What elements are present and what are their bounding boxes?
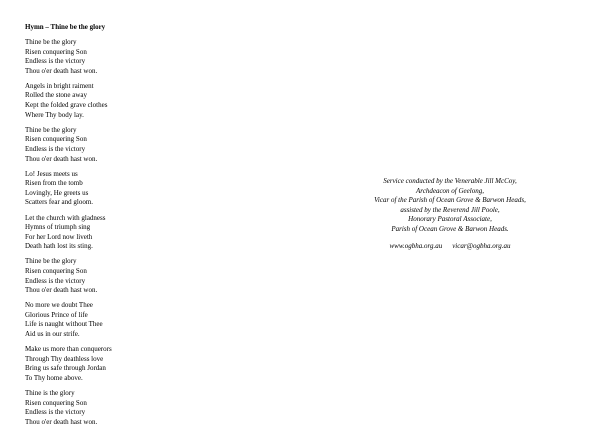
verse-line: Lo! Jesus meets us [25, 169, 78, 178]
hymn-verse-1 [25, 38, 285, 76]
verse-line: For her Lord now liveth [25, 232, 93, 241]
service-line: Vicar of the Parish of Ocean Grove & Barwon Heads, [374, 196, 526, 205]
hymn-verse-9 [25, 389, 285, 427]
verse-line: Make us more than conquerors [25, 345, 112, 354]
verse-line: Endless is the victory [25, 57, 86, 66]
verse-line: Let the church with gladness [25, 213, 106, 222]
service-line: Honorary Pastoral Associate, [408, 215, 492, 224]
verse-line: Risen conquering Son [25, 398, 87, 407]
verse-line: Thine be the glory [25, 125, 77, 134]
verse-line: Risen conquering Son [25, 266, 87, 275]
verse-line: Thine be the glory [25, 38, 77, 46]
hymn-verse-5 [25, 214, 285, 252]
verse-line: Thine be the glory [25, 257, 77, 266]
email-link[interactable]: vicar@ogbha.org.au [452, 241, 511, 250]
hymn-verse-4 [25, 170, 285, 208]
verse-line: Endless is the victory [25, 408, 86, 417]
verse-line: Endless is the victory [25, 144, 86, 153]
contact-line [318, 235, 582, 253]
verse-line: No more we doubt Thee [25, 301, 93, 310]
service-line: Parish of Ocean Grove & Barwon Heads. [391, 224, 509, 233]
hymn-verse-2 [25, 82, 285, 120]
verse-line: Angels in bright raiment [25, 81, 94, 90]
verse-line: Thou o'er death hast won. [25, 66, 98, 75]
verse-line: Scatters fear and gloom. [25, 198, 94, 207]
verse-line: To Thy home above. [25, 373, 83, 382]
verse-line: Thou o'er death hast won. [25, 154, 98, 163]
service-credits [318, 177, 582, 253]
verse-line: Thine is the glory [25, 389, 75, 397]
verse-line: Where Thy body lay. [25, 110, 84, 119]
service-line: assisted by the Reverend Jill Poole, [400, 205, 500, 214]
verse-line: Hymns of triumph sing [25, 223, 91, 232]
hymn-verse-8 [25, 345, 285, 383]
verse-line: Death hath lost its sting. [25, 242, 93, 251]
service-line: Archdeacon of Geelong, [416, 186, 484, 195]
website-link[interactable]: www.ogbha.org.au [389, 241, 443, 250]
verse-line: Endless is the victory [25, 276, 86, 285]
verse-line: Aid us in our strife. [25, 330, 80, 339]
verse-line: Bring us safe through Jordan [25, 364, 106, 373]
hymn-verse-6 [25, 257, 285, 295]
verse-line: Thou o'er death hast won. [25, 417, 98, 426]
verse-line: Glorious Prince of life [25, 310, 88, 319]
hymn-verse-7 [25, 301, 285, 339]
verse-line: Risen from the tomb [25, 179, 83, 188]
verse-line: Life is naught without Thee [25, 320, 103, 329]
verse-line: Rolled the stone away [25, 91, 88, 100]
verse-line: Risen conquering Son [25, 47, 87, 56]
service-line: Service conducted by the Venerable Jill McCoy, [383, 177, 517, 185]
hymn-title: Hymn – Thine be the glory [25, 23, 106, 31]
hymn-column [25, 22, 285, 433]
verse-line: Through Thy deathless love [25, 354, 104, 363]
hymn-verse-3 [25, 126, 285, 164]
verse-line: Thou o'er death hast won. [25, 286, 98, 295]
verse-line: Risen conquering Son [25, 135, 87, 144]
verse-line: Lovingly, He greets us [25, 188, 89, 197]
verse-line: Kept the folded grave clothes [25, 101, 108, 110]
